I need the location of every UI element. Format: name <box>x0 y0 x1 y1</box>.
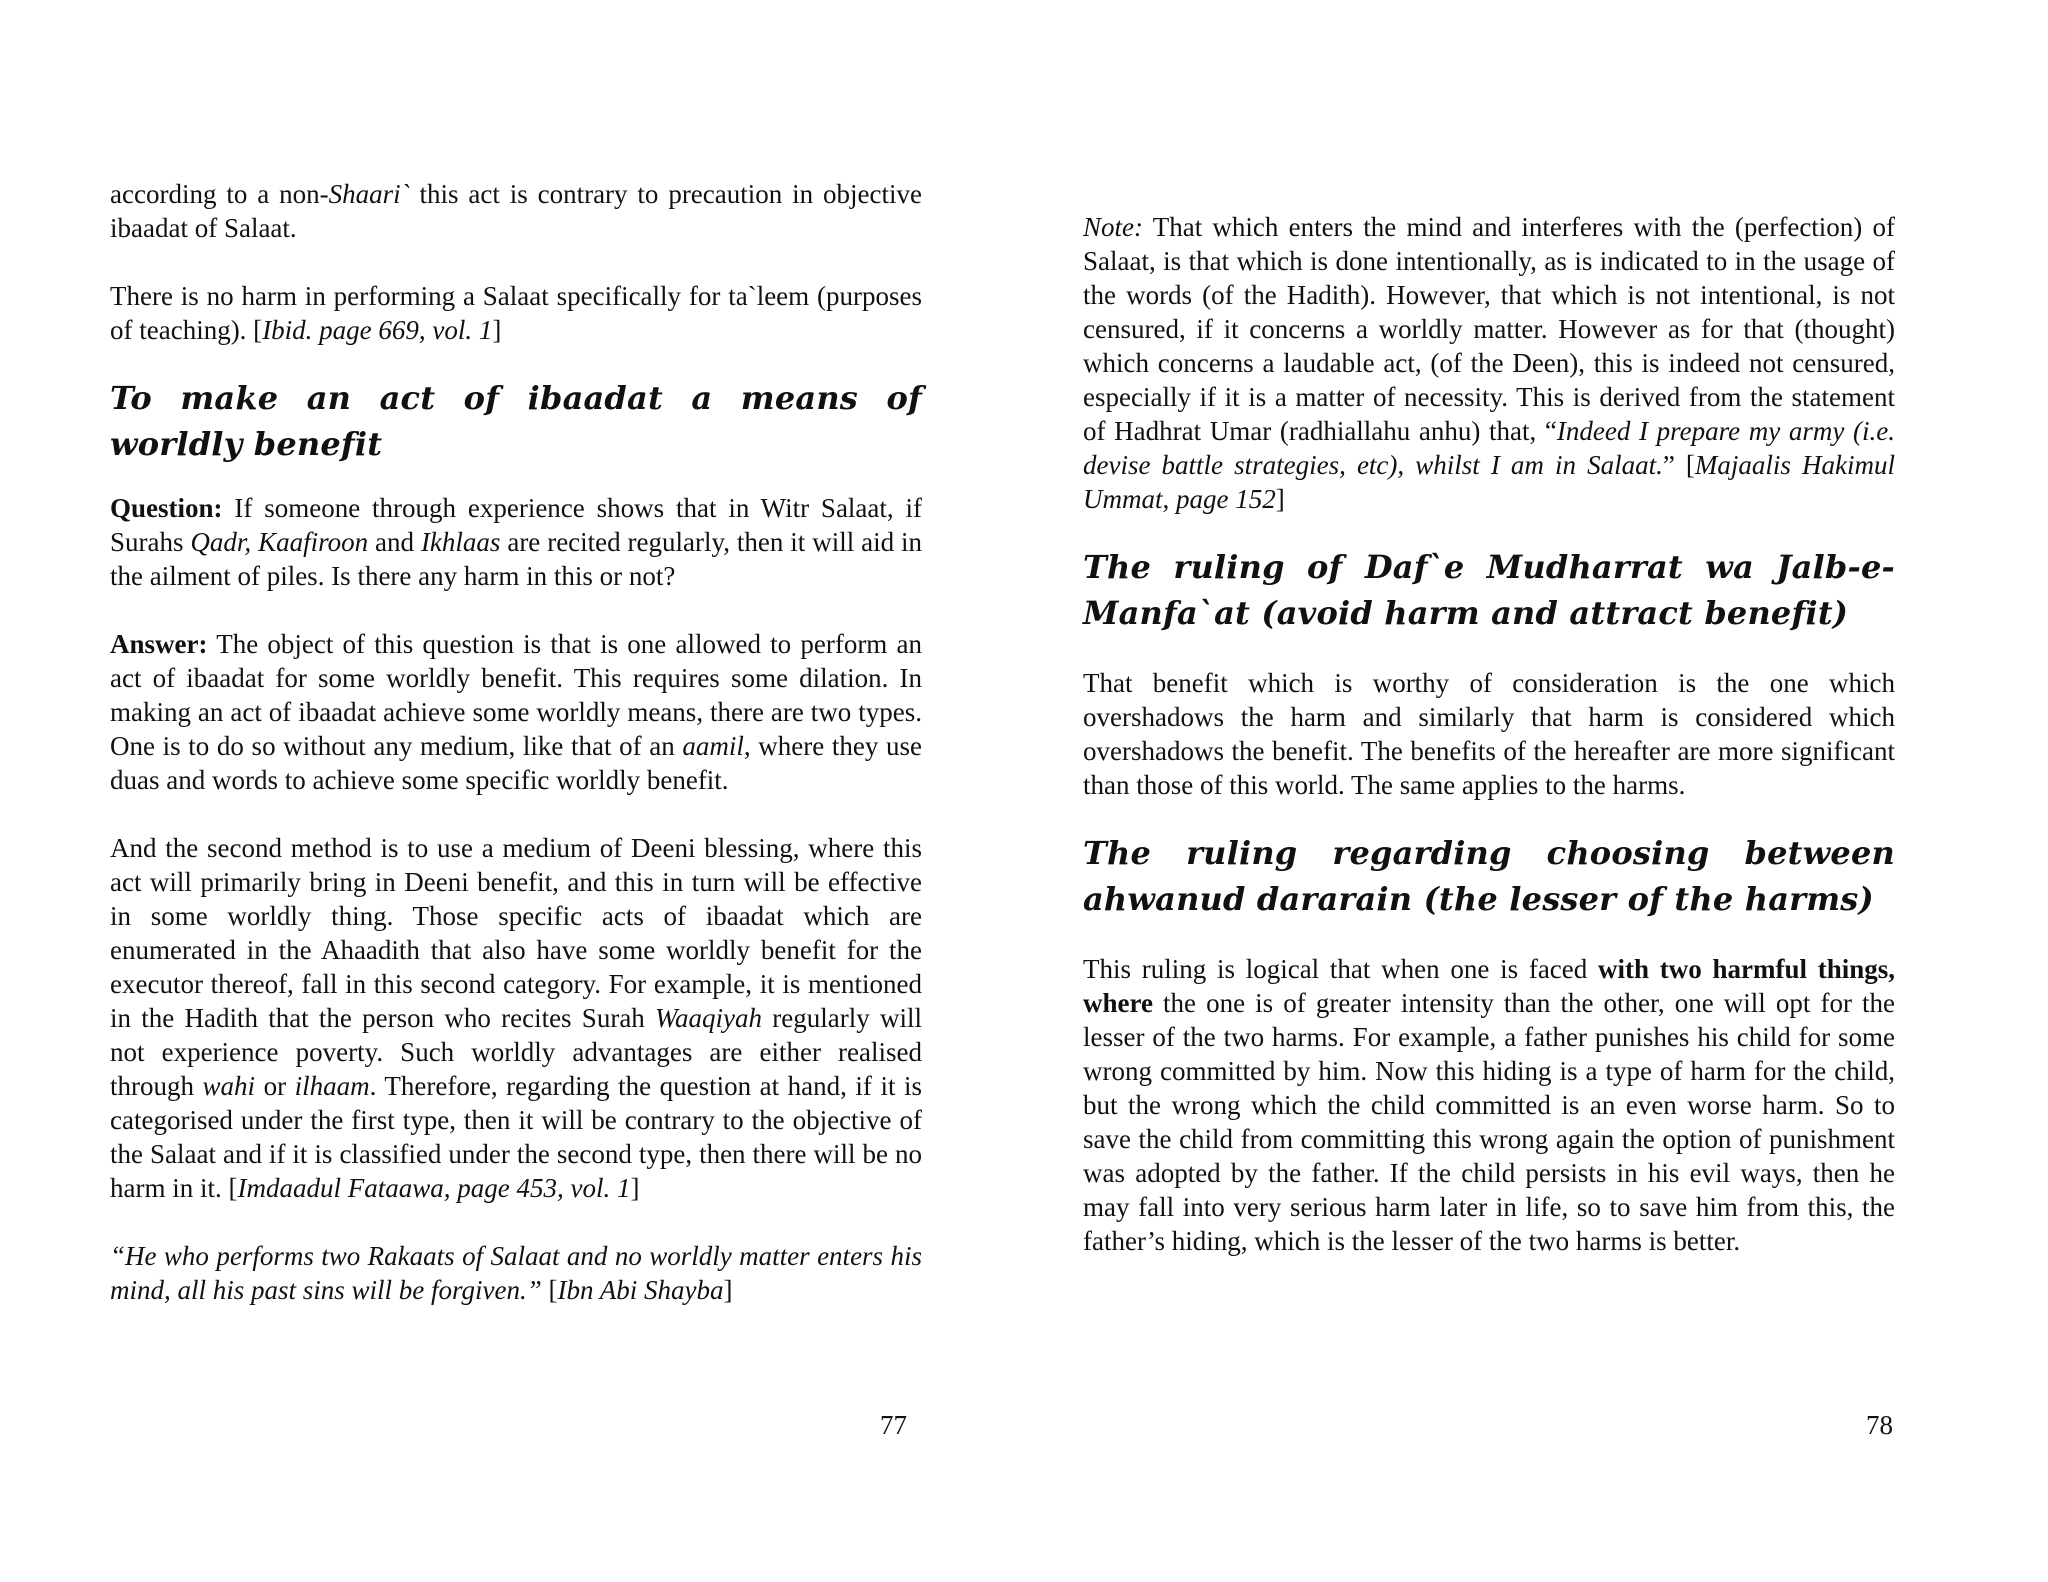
italic-term: ilhaam <box>294 1071 370 1101</box>
left-page <box>110 177 922 1307</box>
italic-term: Qadr, Kaafiroon <box>190 527 369 557</box>
page-number-right: 78 <box>1866 1410 1893 1440</box>
text-run: are recited regularly, then it will aid in the ailment of piles. Is there any harm in this or not? <box>110 527 923 591</box>
text-run: . Therefore, regarding the question at hand, if it is categorised under the first type, then it will be contrary to the objective of the Salaat and if it is classified under the second type, then there will be no harm in it. [ <box>110 1071 922 1203</box>
paragraph-ruling <box>1083 952 1895 1258</box>
italic-term: wahi <box>202 1071 256 1101</box>
citation: Majaalis Hakimul Ummat, page 152 <box>1083 450 1895 514</box>
text-run: And the second method is to use a medium of Deeni blessing, where this act will primarily bring in Deeni benefit, and this in turn will be effective in some worldly thing. Those specific acts of ibaadat which are enumerated in the Ahaadith that also have some worldly benefit for the executor thereof, fall in this second category. For example, it is mentioned in the Hadith that the person who recites Surah <box>110 833 922 1033</box>
text-run: ] <box>492 315 502 345</box>
text-run: the one is of greater intensity than the other, one will opt for the lesser of the two harms. For example, a father punishes his child for some wrong committed by him. Now this hiding is a type of harm for the child, but the wrong which the child committed is an even worse harm. So to save the child from committing this wrong again the option of punishment was adopted by the father. If the child persists in his evil ways, then he may fall into very serious harm later in life, so to save him from this, the father’s hiding, which is the lesser of the two harms is better. <box>1083 988 1895 1256</box>
heading-daf-mudharrat: The ruling of Daf`e Mudharrat wa Jalb-e-Manfa`at (avoid harm and attract benefit) <box>1083 548 1895 632</box>
hadith-quote: “He who performs two Rakaats of Salaat and no worldly matter enters his mind, all his past sins will be forgiven.” <box>110 1241 922 1305</box>
text-run: This ruling is logical that when one is faced <box>1083 954 1599 984</box>
page-number-left: 77 <box>880 1410 907 1440</box>
text-run: If someone through experience shows that in Witr Salaat, if Surahs <box>110 493 922 557</box>
text-run: , where they use duas and words to achieve some specific worldly benefit. <box>110 731 922 795</box>
text-run: ] <box>1275 484 1285 514</box>
italic-term: Shaari` <box>328 179 410 209</box>
text-run: ] <box>723 1275 733 1305</box>
paragraph-taleem <box>110 279 922 347</box>
paragraph-benefit: That benefit which is worthy of consideration is the one which overshadows the harm and similarly that harm is considered which overshadows the benefit. The benefits of the hereafter are more significant than those of this world. The same applies to the harms. <box>1083 668 1895 800</box>
heading-lesser-harms: The ruling regarding choosing between ahwanud dararain (the lesser of the harms) <box>1083 834 1895 918</box>
bold-phrase: with two harmful things, where <box>1083 954 1896 1018</box>
citation: Ibid. page 669, vol. 1 <box>262 315 493 345</box>
italic-term: aamil <box>682 731 744 761</box>
text-run: That which enters the mind and interferes with the (perfection) of Salaat, is that which is done intentionally, as is indicated to in the usage of the words (of the Hadith). However, that which is not intentional, is not censured, if it concerns a worldly matter. However as for that (thought) which concerns a laudable act, (of the Deen), this is indeed not censured, especially if it is a matter of necessity. This is derived from the statement of Hadhrat Umar (radhiallahu anhu) that, “ <box>1083 212 1895 446</box>
answer-label: Answer: <box>110 629 208 659</box>
text-run: and <box>368 527 421 557</box>
text-run: ” [ <box>1662 450 1695 480</box>
text-run: this act is contrary to precaution in objective ibaadat of Salaat. <box>110 179 922 243</box>
text-run: The object of this question is that is one allowed to perform an act of ibaadat for some worldly benefit. This requires some dilation. In making an act of ibaadat achieve some worldly means, there are two types. One is to do so without any medium, like that of an <box>110 629 922 761</box>
text-run: according to a non- <box>110 179 329 209</box>
text-run: [ <box>541 1275 558 1305</box>
text-run: There is no harm in performing a Salaat specifically for ta`leem (purposes of teaching). [ <box>110 281 922 345</box>
heading-worldly-benefit: To make an act of ibaadat a means of worldly benefit <box>110 379 922 463</box>
italic-term: Ikhlaas <box>420 527 501 557</box>
text-run: or <box>255 1071 295 1101</box>
italic-term: Waaqiyah <box>655 1003 763 1033</box>
text-run: regularly will not experience poverty. Such worldly advantages are either realised through <box>110 1003 922 1101</box>
question-label: Question: <box>110 493 223 523</box>
citation: Ibn Abi Shayba <box>557 1275 724 1305</box>
citation: Imdaadul Fataawa, page 453, vol. 1 <box>237 1173 631 1203</box>
quote-umar: Indeed I prepare my army (i.e. devise battle strategies, etc), whilst I am in Salaat. <box>1083 416 1895 480</box>
paragraph-hadith-quote <box>110 1239 922 1307</box>
note-label: Note: <box>1083 212 1143 242</box>
paragraph-second-method <box>110 831 922 1205</box>
paragraph-precaution <box>110 177 922 245</box>
paragraph-question <box>110 491 922 593</box>
right-page <box>1083 210 1895 1258</box>
paragraph-answer <box>110 627 922 797</box>
text-run: ] <box>630 1173 640 1203</box>
paragraph-note <box>1083 210 1895 516</box>
